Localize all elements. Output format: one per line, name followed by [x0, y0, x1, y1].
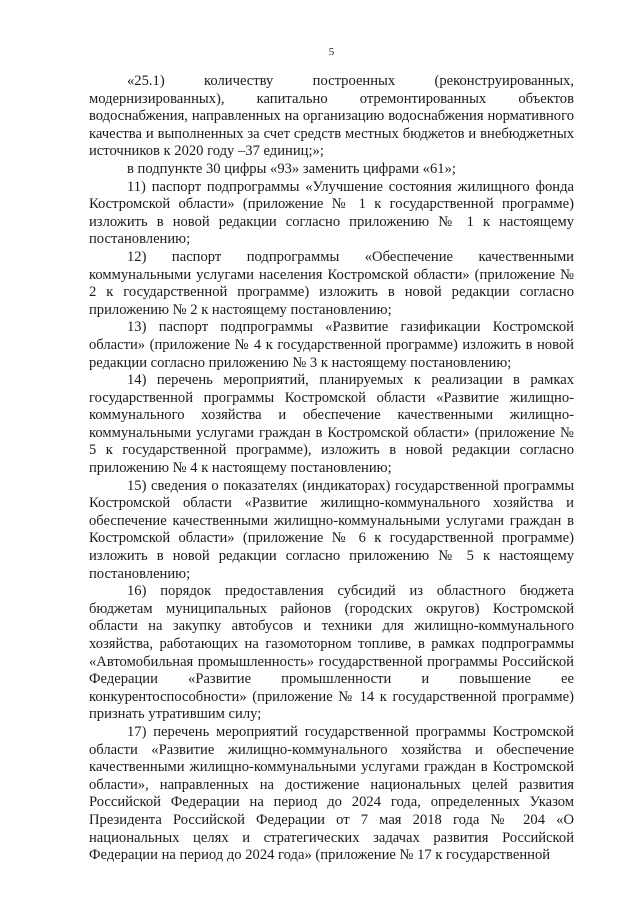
paragraph-12: 12) паспорт подпрограммы «Обеспечение качественными коммунальными услугами населения Костромской области» (приложение № 2 к государственной программе) изложить в новой редакции согласно приложению № 2 к настоящему постановлению;	[89, 248, 574, 318]
paragraph-25-1: «25.1) количеству построенных (реконструированных, модернизированных), капитально отремонтированных объектов водоснабжения, направленных на организацию водоснабжения нормативного качества и выполненных за счет средств местных бюджетов и внебюджетных источников к 2020 году –37 единиц;»;	[89, 73, 574, 160]
paragraph-15: 15) сведения о показателях (индикаторах) государственной программы Костромской области «Развитие жилищно-коммунального хозяйства и обеспечение качественными жилищно-коммунальными услугами граждан в Костромской области» (приложение № 6 к государственной программе) изложить в новой редакции согласно приложению № 5 к настоящему постановлению;	[89, 477, 574, 582]
paragraph-13: 13) паспорт подпрограммы «Развитие газификации Костромской области» (приложение № 4 к государственной программе) изложить в новой редакции согласно приложению № 3 к настоящему постановлению;	[89, 319, 574, 371]
paragraph-subpoint-30: в подпункте 30 цифры «93» заменить цифрами «61»;	[127, 160, 456, 177]
paragraph-14: 14) перечень мероприятий, планируемых к реализации в рамках государственной программы Костромской области «Развитие жилищно-коммунального хозяйства и обеспечение качественными жилищно-коммунальными услугами граждан в Костромской области» (приложение № 5 к государственной программе), изложить в новой редакции согласно приложению № 4 к настоящему постановлению;	[89, 372, 574, 477]
paragraph-16: 16) порядок предоставления субсидий из областного бюджета бюджетам муниципальных районов (городских округов) Костромской области на закупку автобусов и техники для жилищно-коммунального хозяйства, работающих на газомоторном топливе, в рамках подпрограммы «Автомобильная промышленность» государственной программы Российской Федерации «Развитие промышленности и повышение ее конкурентоспособности» (приложение № 14 к государственной программе) признать утратившим силу;	[89, 583, 574, 723]
paragraph-11: 11) паспорт подпрограммы «Улучшение состояния жилищного фонда Костромской области» (приложение № 1 к государственной программе) изложить в новой редакции согласно приложению № 1 к настоящему постановлению;	[89, 178, 574, 248]
paragraph-17: 17) перечень мероприятий государственной программы Костромской области «Развитие жилищно-коммунального хозяйства и обеспечение качественными жилищно-коммунальными услугами граждан в Костромской области», направленных на достижение национальных целей развития Российской Федерации на период до 2024 года, определенных Указом Президента Российской Федерации от 7 мая 2018 года № 204 «О национальных целях и стратегических задачах развития Российской Федерации на период до 2024 года» (приложение № 17 к государственной	[89, 723, 574, 864]
page-number: 5	[328, 46, 335, 58]
